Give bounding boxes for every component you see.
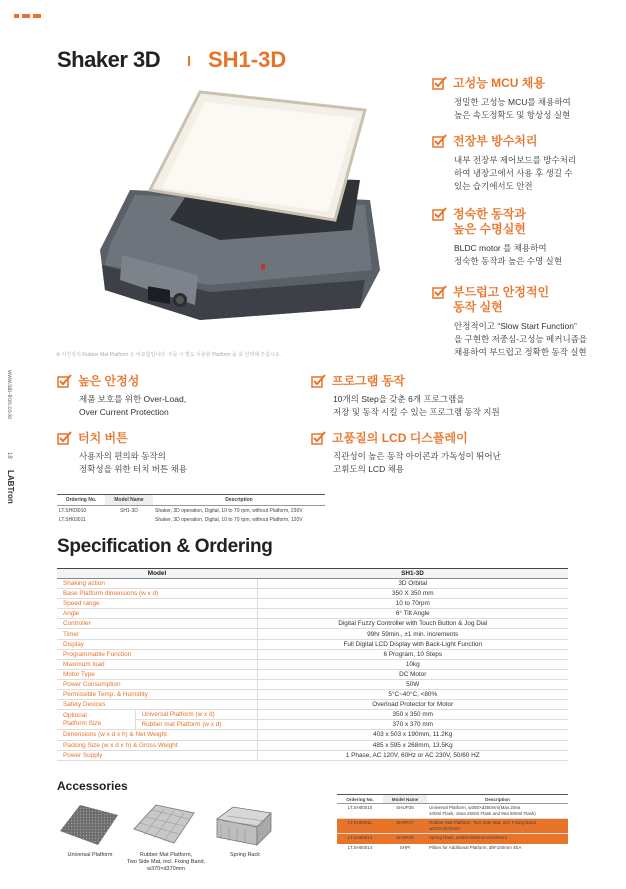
side-page-number: 18 — [6, 452, 12, 459]
table-row — [337, 819, 568, 834]
image-caption: ※ 사진상의 Rubber Mat Platform 은 비포함입니다. 주문 시 별도 사용할 Platform 을 꼭 선택해 주십시오. — [56, 352, 282, 358]
feature-desc: BLDC motor 를 채용하여 정숙한 동작과 높은 수명 실현 — [454, 243, 562, 266]
table-row — [337, 844, 568, 852]
accessory-cell: LT.SH00011 — [337, 819, 383, 834]
header-accent-marks — [14, 14, 41, 18]
spec-key: Dimensions (w x d x h) & Net Weight — [57, 730, 257, 740]
table-row — [57, 515, 325, 524]
ordering-cell — [105, 515, 153, 524]
spec-key: Power Consumption — [57, 679, 257, 689]
accessory-cell: Universal Platform, w350×d350mm(Max.20ea 100ml Flask, 16ea 250ml Flask and 9ea 500ml Flask) — [429, 805, 536, 816]
ordering-cell: SH1-3D — [120, 507, 138, 514]
table-row — [57, 730, 568, 740]
accessories-header: Description — [427, 795, 568, 804]
accessory-cell: LT.SH00010 — [347, 805, 373, 810]
feature-stability — [57, 374, 307, 419]
spec-header-model: Model — [57, 569, 257, 579]
table-row — [57, 690, 568, 700]
spec-key: Programmable Function — [57, 649, 257, 659]
spec-key: Rubber mat Platform (w x d) — [135, 720, 257, 730]
table-row — [337, 804, 568, 819]
ordering-header: Model Name — [105, 495, 153, 506]
accessory-cell: LT.SH00014 — [347, 844, 373, 850]
feature-title: 고품질의 LCD 디스플레이 — [332, 431, 468, 445]
table-row — [57, 619, 568, 629]
table-row — [57, 599, 568, 609]
feature-title: 부드럽고 안정적인 동작 실현 — [453, 285, 550, 314]
table-row — [57, 609, 568, 619]
spec-value: 6 Program, 10 Steps — [257, 649, 568, 659]
ordering-table — [57, 494, 325, 524]
spec-value: 50W — [257, 679, 568, 689]
feature-title: 프로그램 동작 — [332, 374, 405, 388]
accessory-cell: SHRP37 — [383, 819, 427, 834]
ordering-cell: LT.SH03011 — [59, 516, 86, 523]
spring-rack-image — [213, 801, 275, 849]
accessory-label: Spring Rack — [230, 852, 260, 858]
spec-key: Maximum load — [57, 659, 257, 669]
spec-key: Speed range — [57, 599, 257, 609]
accessory-cell: Spring Rack, w350×d350mm×h100mm — [427, 834, 568, 844]
feature-desc: 내부 전장부 제어보드를 방수처리 하여 냉장고에서 사용 후 생길 수 있는 습기에서도 안전 — [454, 155, 577, 191]
spec-key: Angle — [57, 609, 257, 619]
spec-key: Display — [57, 639, 257, 649]
accessory-cell: Rubber Mat Platform, Two Side Mat, incl. Fixing Band, w370×d370mm — [427, 819, 568, 834]
table-row — [57, 579, 568, 589]
rubber-mat-platform-image — [130, 801, 198, 849]
table-row — [57, 629, 568, 639]
spec-table — [57, 568, 568, 761]
table-row — [57, 669, 568, 679]
spec-value: 350 X 350 mm — [257, 589, 568, 599]
feature-desc: 정밀한 고성능 MCU를 채용하여 높은 속도정확도 및 항상성 실현 — [454, 97, 571, 120]
side-url: www.lab-tron.co.kr — [6, 370, 12, 420]
feature-desc: 안정적이고 “Slow Start Function” 을 구현한 저중심-고성능 메커니즘을 채용하여 부드럽고 정확한 동작 실현 — [454, 321, 588, 357]
spec-value: 10kg — [257, 659, 568, 669]
feature-desc: 직관성이 높은 동작 아이콘과 가독성이 뛰어난 고휘도의 LCD 채용 — [333, 451, 501, 474]
feature-waterproof — [432, 134, 622, 193]
spec-value: Overload Protector for Motor — [257, 700, 568, 710]
side-brand: LABTron — [6, 470, 15, 504]
feature-lcd — [311, 431, 581, 476]
feature-title: 터치 버튼 — [78, 431, 128, 445]
spec-key: Permissible Temp. & Humidity — [57, 690, 257, 700]
accessory-label: Rubber Mat Platform, Two Side Mat, incl. Fixing Band, w370×d370mm — [126, 852, 206, 872]
feature-mcu — [432, 76, 622, 122]
checkbox-check-icon — [57, 374, 73, 388]
accessory-cell: Pillars for Additional Platform, Ø8*100mm 4EA — [429, 844, 522, 850]
universal-platform-image — [58, 801, 120, 849]
spec-key: Controller — [57, 619, 257, 629]
feature-title: 고성능 MCU 채용 — [453, 76, 545, 90]
spec-value: 5°C~40°C, <80% — [257, 690, 568, 700]
spec-value: DC Motor — [257, 669, 568, 679]
checkbox-check-icon — [432, 285, 448, 299]
table-row — [337, 834, 568, 844]
table-row — [57, 710, 568, 720]
feature-title: 정숙한 동작과 높은 수명실현 — [453, 207, 526, 236]
accessory-cell: SHUP35 — [396, 805, 414, 810]
ordering-header: Ordering No. — [57, 495, 105, 506]
checkbox-check-icon — [432, 76, 448, 90]
spec-value: 3D Orbital — [257, 579, 568, 589]
checkbox-check-icon — [311, 431, 327, 445]
spec-key: Power Supply — [57, 750, 257, 760]
accessories-table — [337, 794, 568, 852]
spec-key: Safety Devices — [57, 700, 257, 710]
feature-desc: 사용자의 편의와 동작의 정확성을 위한 터치 버튼 채용 — [79, 451, 187, 474]
feature-desc: 제품 보호를 위한 Over-Load, Over Current Protection — [79, 394, 187, 417]
accessory-cell: SHPI — [399, 844, 411, 850]
table-row — [57, 750, 568, 760]
spec-value: 485 x 595 x 268mm, 13.5Kg — [257, 740, 568, 750]
ordering-cell: Shaker, 3D operation, Digital, 10 to 70 rpm, without Platform, 120V — [155, 516, 303, 523]
table-row — [57, 700, 568, 710]
title-separator — [188, 56, 190, 66]
ordering-header: Description — [153, 495, 325, 506]
spec-key: Packing Size (w x d x h) & Gross Weight — [57, 740, 257, 750]
spec-key: Universal Platform (w x d) — [135, 710, 257, 720]
spec-header-value: SH1-3D — [257, 569, 568, 579]
spec-value: 350 x 350 mm — [257, 710, 568, 720]
checkbox-check-icon — [57, 431, 73, 445]
accessory-label: Universal Platform — [67, 852, 113, 858]
spec-key: Base Platform dimensions (w x d) — [57, 589, 257, 599]
spec-value: 10 to 70rpm — [257, 599, 568, 609]
model-name: SH1-3D — [208, 47, 287, 72]
spec-value: 403 x 503 x 190mm, 11.2Kg — [257, 730, 568, 740]
ordering-cell: Shaker, 3D operation, Digital, 10 to 70 rpm, without Platform, 230V — [155, 507, 303, 514]
side-margin — [6, 370, 22, 550]
page-title: Shaker 3D — [57, 47, 161, 72]
accessories-header: Model Name — [383, 795, 427, 804]
feature-touch — [57, 431, 307, 476]
spec-key: Timer — [57, 629, 257, 639]
feature-desc: 10개의 Step을 갖춘 6개 프로그램을 저장 및 동작 시킬 수 있는 프로그램 동작 지원 — [333, 394, 500, 417]
table-row — [57, 589, 568, 599]
feature-quiet — [432, 207, 622, 268]
accessories-title: Accessories — [57, 779, 128, 793]
table-row — [57, 639, 568, 649]
checkbox-check-icon — [311, 374, 327, 388]
table-row — [57, 679, 568, 689]
spec-value: Full Digital LCD Display with Back-Light Function — [257, 639, 568, 649]
table-row — [57, 659, 568, 669]
checkbox-check-icon — [432, 134, 448, 148]
spec-optional-label: Optional Platform Size — [57, 710, 135, 730]
spec-value: Digital Fuzzy Controller with Touch Button & Jog Dial — [257, 619, 568, 629]
checkbox-check-icon — [432, 207, 448, 221]
feature-smooth — [432, 285, 622, 359]
feature-program — [311, 374, 581, 419]
accessory-cell: SHSR35 — [383, 834, 427, 844]
accessories-header: Ordering No. — [337, 795, 383, 804]
feature-title: 높은 안정성 — [78, 374, 140, 388]
accessory-cell: LT.SH00013 — [337, 834, 383, 844]
table-row — [57, 506, 325, 516]
spec-key: Motor Type — [57, 669, 257, 679]
spec-title: Specification & Ordering — [57, 536, 273, 557]
spec-value: 370 x 370 mm — [257, 720, 568, 730]
spec-value: 6° Tilt Angle — [257, 609, 568, 619]
feature-title: 전장부 방수처리 — [453, 134, 538, 148]
spec-key: Shaking action — [57, 579, 257, 589]
table-row — [57, 740, 568, 750]
spec-value: 1 Phase, AC 120V, 60Hz or AC 230V, 50/60 HZ — [257, 750, 568, 760]
ordering-cell: LT.SH03010 — [59, 507, 87, 514]
product-image — [90, 80, 390, 348]
table-row — [57, 649, 568, 659]
spec-value: 99hr 59min., ±1 min. increments — [257, 629, 568, 639]
